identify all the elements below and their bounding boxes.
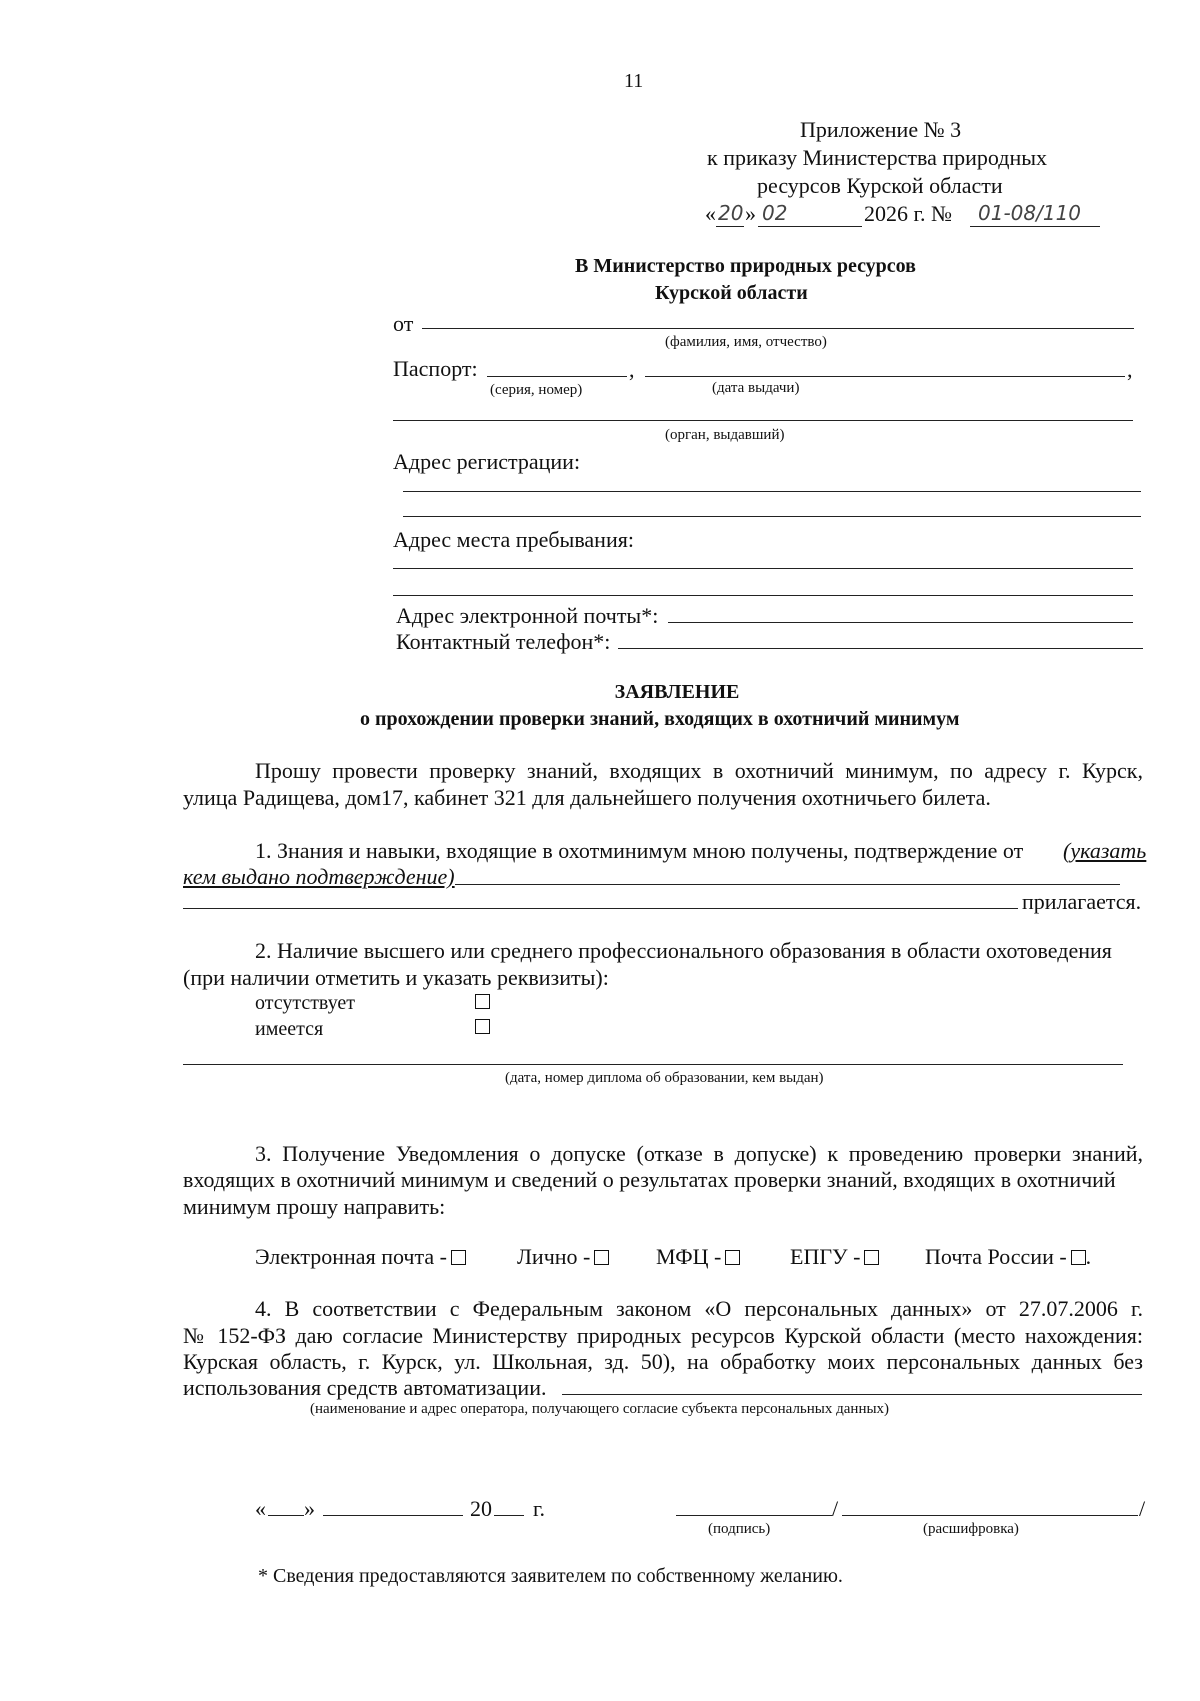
diploma-caption: (дата, номер диплома об образовании, кем выдан) bbox=[505, 1070, 824, 1086]
fio-caption: (фамилия, имя, отчество) bbox=[665, 334, 827, 350]
addressee-line2: Курской области bbox=[655, 282, 808, 304]
addressee-line1: В Министерство природных ресурсов bbox=[575, 255, 916, 277]
item1-attached: прилагается. bbox=[1022, 889, 1142, 914]
checkbox-absent[interactable] bbox=[475, 994, 490, 1009]
delivery-epgu-option[interactable] bbox=[790, 1243, 879, 1271]
appendix-line2: к приказу Министерства природных bbox=[707, 145, 1048, 170]
passport-date-field[interactable] bbox=[645, 376, 1125, 377]
item2-option-absent: отсутствует bbox=[255, 992, 356, 1014]
sign-caption: (подпись) bbox=[708, 1521, 771, 1537]
page-number: 11 bbox=[624, 70, 644, 92]
issue-date-caption: (дата выдачи) bbox=[712, 380, 800, 396]
delivery-mfc-label: МФЦ - bbox=[656, 1244, 722, 1269]
stay-address-field-1[interactable] bbox=[393, 568, 1133, 569]
item1-hint2: кем выдано подтверждение) bbox=[183, 864, 455, 889]
passport-series-field[interactable] bbox=[487, 376, 627, 377]
checkbox-delivery-email[interactable] bbox=[451, 1250, 466, 1265]
sign-year-prefix: 20 bbox=[470, 1496, 492, 1521]
item3-line2: входящих в охотничий минимум и сведений о результатах проверки знаний, входящих в охотничий bbox=[183, 1167, 1116, 1192]
email-field[interactable] bbox=[668, 622, 1133, 623]
delivery-post-option[interactable] bbox=[925, 1243, 1091, 1271]
delivery-epgu-label: ЕПГУ - bbox=[790, 1244, 861, 1269]
issuer-caption: (орган, выдавший) bbox=[665, 427, 785, 443]
item4-line3: Курская область, г. Курск, ул. Школьная, зд. 50), на обработку моих персональных данных без bbox=[183, 1349, 1143, 1374]
checkbox-delivery-personal[interactable] bbox=[594, 1250, 609, 1265]
checkbox-delivery-post[interactable] bbox=[1071, 1250, 1086, 1265]
item1-line1: 1. Знания и навыки, входящие в охотминимум мною получены, подтверждение от bbox=[255, 838, 1024, 863]
appendix-date-month: 02 bbox=[762, 201, 788, 225]
item3-line3: минимум прошу направить: bbox=[183, 1194, 446, 1219]
from-label: от bbox=[393, 311, 414, 336]
sign-slash-1: / bbox=[832, 1496, 839, 1521]
passport-label: Паспорт: bbox=[393, 356, 478, 381]
delivery-email-option[interactable] bbox=[255, 1243, 466, 1271]
phone-field[interactable] bbox=[618, 648, 1143, 649]
passport-comma-2: , bbox=[1127, 357, 1133, 382]
delivery-email-label: Электронная почта - bbox=[255, 1244, 447, 1269]
phone-label: Контактный телефон*: bbox=[396, 629, 611, 654]
reg-address-label: Адрес регистрации: bbox=[393, 449, 581, 474]
sign-year-suffix: г. bbox=[533, 1496, 546, 1521]
sign-day-field[interactable] bbox=[268, 1515, 304, 1516]
issuer-field[interactable] bbox=[393, 420, 1133, 421]
item1-hint1: (указать bbox=[1063, 838, 1147, 863]
item2-option-present: имеется bbox=[255, 1018, 324, 1040]
item4-line4: использования средств автоматизации. bbox=[183, 1375, 547, 1400]
item4-line1: 4. В соответствии с Федеральным законом «О персональных данных» от 27.07.2006 г. bbox=[255, 1296, 1143, 1321]
delivery-post-label: Почта России - bbox=[925, 1244, 1067, 1269]
item2-line1: 2. Наличие высшего или среднего профессионального образования в области охотоведения bbox=[255, 938, 1112, 963]
reg-address-field-1[interactable] bbox=[403, 491, 1141, 492]
appendix-date-close: » bbox=[745, 201, 756, 226]
signature-field[interactable] bbox=[676, 1515, 832, 1516]
doc-title: ЗАЯВЛЕНИЕ bbox=[614, 681, 740, 703]
diploma-field[interactable] bbox=[183, 1064, 1123, 1065]
fio-field[interactable] bbox=[422, 328, 1134, 329]
sign-quote-close: » bbox=[304, 1496, 315, 1521]
reg-address-field-2[interactable] bbox=[403, 516, 1141, 517]
appendix-line3: ресурсов Курской области bbox=[757, 173, 1003, 198]
operator-field[interactable] bbox=[562, 1394, 1142, 1395]
doc-subtitle: о прохождении проверки знаний, входящих в охотничий минимум bbox=[360, 708, 960, 730]
footnote: * Сведения предоставляются заявителем по собственному желанию. bbox=[258, 1565, 843, 1587]
item4-line2: № 152-ФЗ даю согласие Министерству природных ресурсов Курской области (место нахождения: bbox=[183, 1323, 1143, 1348]
sign-month-field[interactable] bbox=[323, 1515, 463, 1516]
delivery-personal-option[interactable] bbox=[517, 1243, 609, 1271]
item3-line1: 3. Получение Уведомления о допуске (отказе в допуске) к проведению проверки знаний, bbox=[255, 1141, 1143, 1166]
appendix-date-year: 2026 г. № bbox=[864, 201, 953, 226]
operator-caption: (наименование и адрес оператора, получающего согласие субъекта персональных данных) bbox=[310, 1401, 890, 1417]
appendix-date-day: 20 bbox=[718, 201, 744, 225]
decode-field[interactable] bbox=[842, 1515, 1138, 1516]
series-caption: (серия, номер) bbox=[490, 382, 583, 398]
delivery-personal-label: Лично - bbox=[517, 1244, 591, 1269]
passport-comma: , bbox=[629, 357, 635, 382]
delivery-mfc-option[interactable] bbox=[656, 1243, 740, 1271]
item1-issuer-field[interactable] bbox=[455, 884, 1120, 885]
checkbox-present[interactable] bbox=[475, 1019, 490, 1034]
checkbox-delivery-mfc[interactable] bbox=[725, 1250, 740, 1265]
decode-caption: (расшифровка) bbox=[923, 1521, 1019, 1537]
appendix-title: Приложение № 3 bbox=[800, 117, 962, 142]
sign-quote-open: « bbox=[255, 1496, 266, 1521]
checkbox-delivery-epgu[interactable] bbox=[864, 1250, 879, 1265]
sign-year-field[interactable] bbox=[494, 1515, 524, 1516]
appendix-date-open: « bbox=[705, 201, 716, 226]
item2-line2: (при наличии отметить и указать реквизиты): bbox=[183, 965, 609, 990]
item1-issuer-field-2[interactable] bbox=[183, 908, 1018, 909]
sign-slash-2: / bbox=[1139, 1496, 1146, 1521]
intro-line2: улица Радищева, дом17, кабинет 321 для дальнейшего получения охотничьего билета. bbox=[183, 785, 991, 810]
stay-address-label: Адрес места пребывания: bbox=[393, 527, 634, 552]
stay-address-field-2[interactable] bbox=[393, 595, 1133, 596]
intro-line1: Прошу провести проверку знаний, входящих в охотничий минимум, по адресу г. Курск, bbox=[255, 758, 1143, 783]
delivery-final-dot: . bbox=[1085, 1244, 1092, 1269]
appendix-order-number: 01-08/110 bbox=[978, 201, 1082, 225]
email-label: Адрес электронной почты*: bbox=[396, 603, 659, 628]
